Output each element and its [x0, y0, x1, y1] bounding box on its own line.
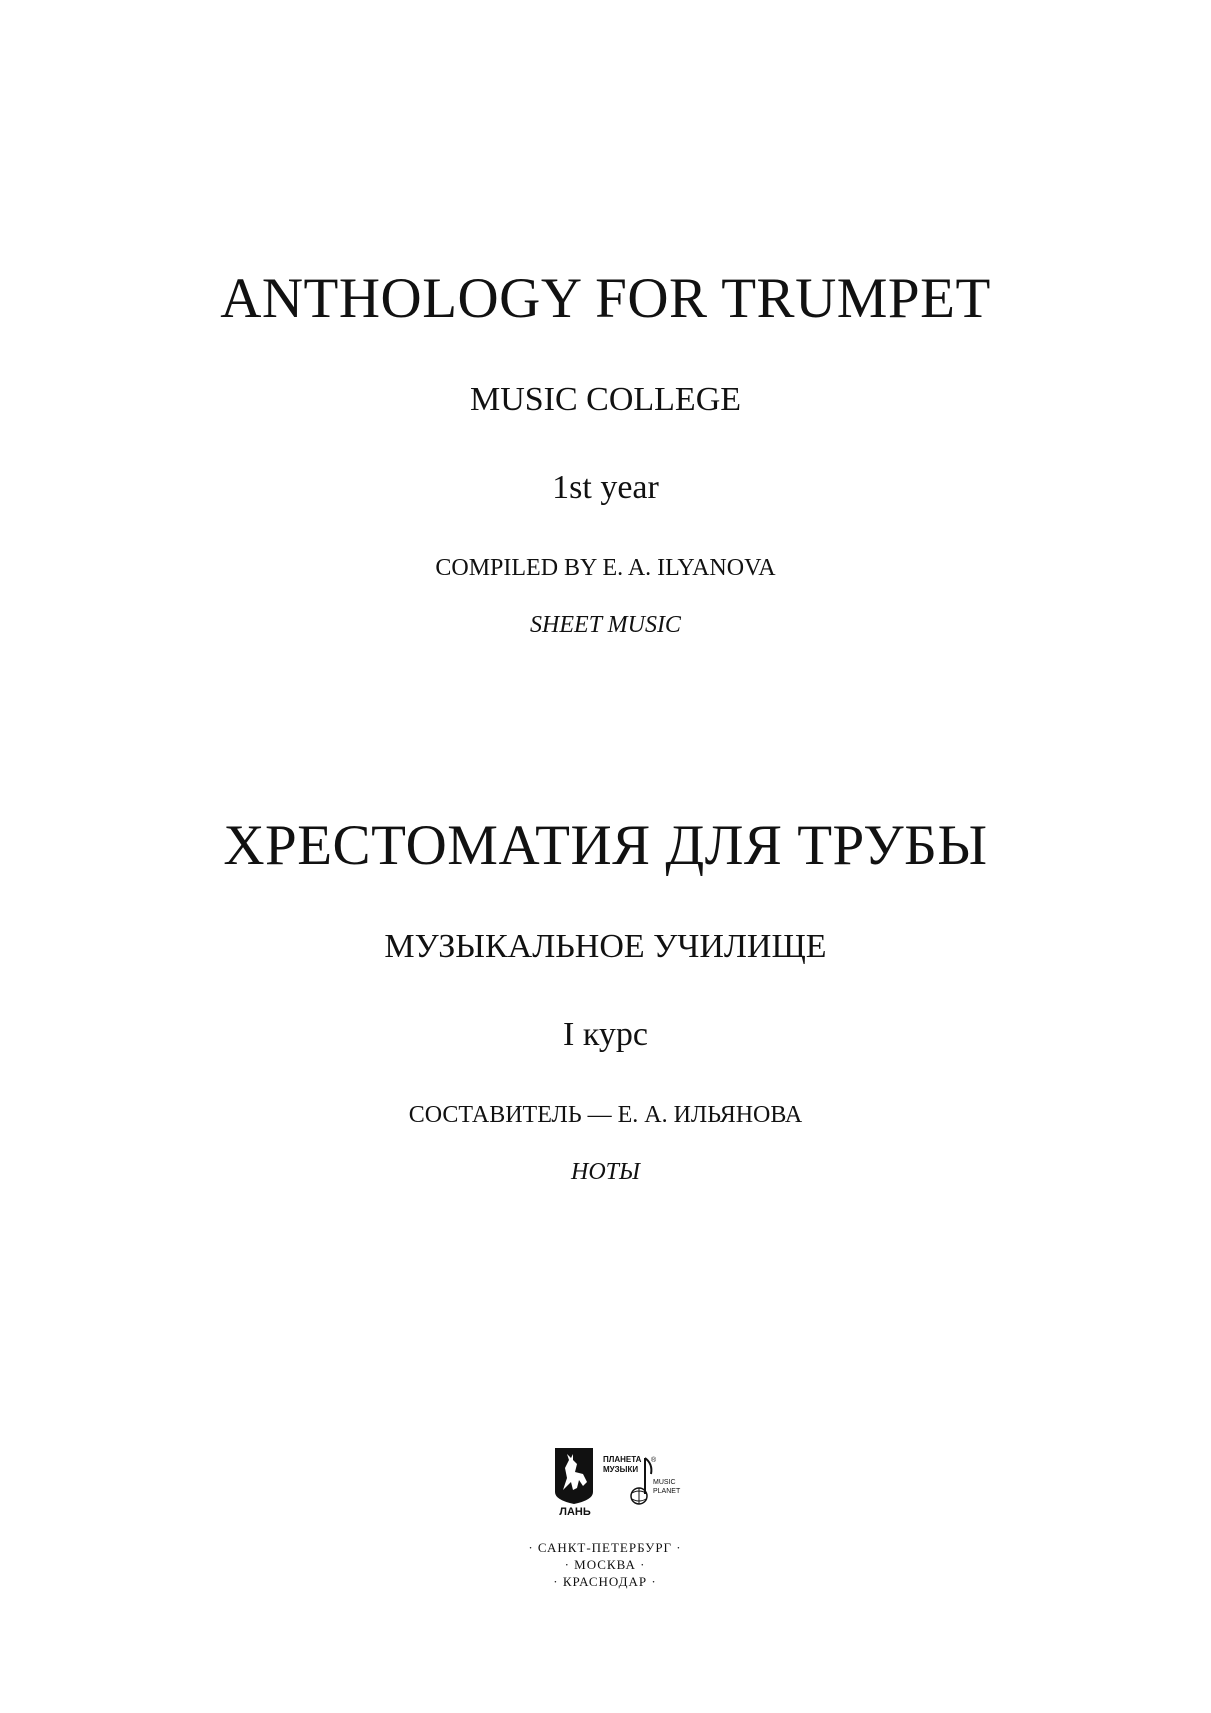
- publisher-city: · КРАСНОДАР ·: [553, 1574, 657, 1589]
- russian-title: ХРЕСТОМАТИЯ ДЛЯ ТРУБЫ: [223, 814, 988, 877]
- music-planet-logo-icon: [601, 1452, 681, 1512]
- english-compiler: COMPILED BY E. A. ILYANOVA: [435, 555, 776, 581]
- svg-text:ПЛАНЕТА: ПЛАНЕТА: [603, 1455, 642, 1464]
- svg-text:®: ®: [651, 1457, 657, 1464]
- english-year: 1st year: [552, 469, 659, 506]
- russian-compiler: СОСТАВИТЕЛЬ — Е. А. ИЛЬЯНОВА: [408, 1102, 803, 1128]
- english-publication-type: SHEET MUSIC: [530, 612, 681, 638]
- publisher-imprint: [505, 1440, 705, 1600]
- russian-publication-type: НОТЫ: [571, 1159, 640, 1185]
- english-institution: MUSIC COLLEGE: [469, 381, 742, 418]
- svg-text:MUSIC: MUSIC: [653, 1479, 676, 1486]
- svg-text:PLANET: PLANET: [653, 1488, 681, 1495]
- publisher-city: · МОСКВА ·: [564, 1557, 646, 1572]
- english-title: ANTHOLOGY FOR TRUMPET: [220, 267, 991, 330]
- publisher-city: · САНКТ-ПЕТЕРБУРГ ·: [528, 1540, 682, 1555]
- lan-deer-logo-icon: [553, 1446, 597, 1516]
- russian-year: I курс: [563, 1016, 648, 1053]
- publisher-logos: [543, 1440, 683, 1520]
- svg-text:МУЗЫКИ: МУЗЫКИ: [603, 1465, 639, 1474]
- russian-institution: МУЗЫКАЛЬНОЕ УЧИЛИЩЕ: [384, 928, 827, 965]
- svg-text:ЛАНЬ: ЛАНЬ: [559, 1506, 591, 1516]
